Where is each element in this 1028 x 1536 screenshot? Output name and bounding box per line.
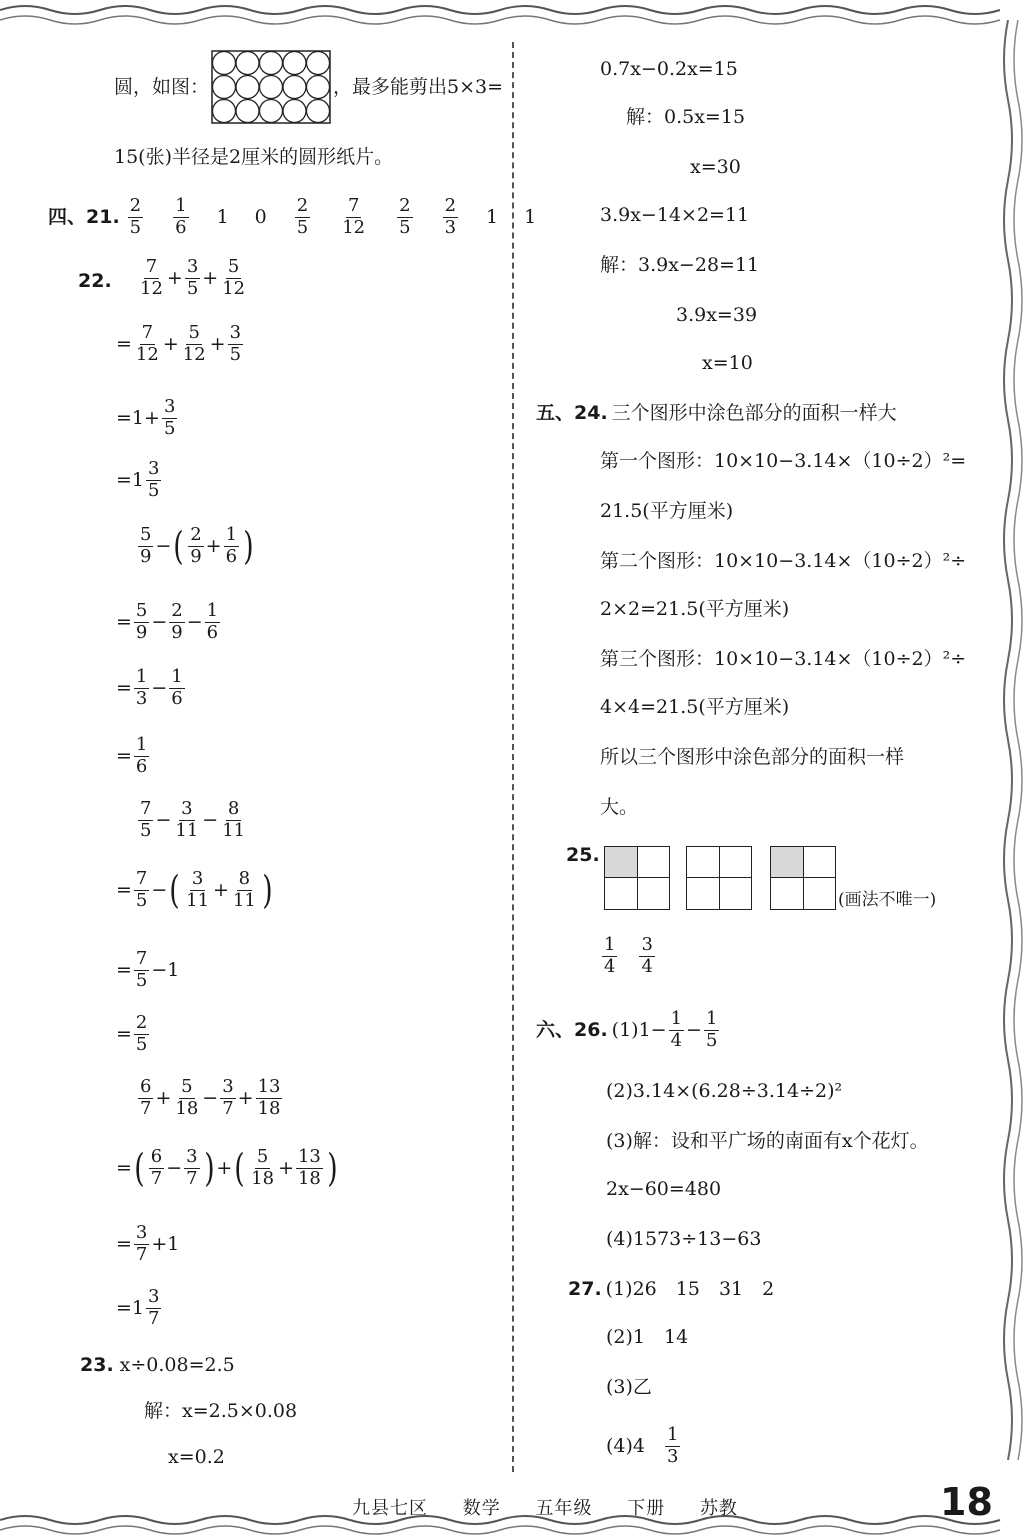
q27-label: 27. xyxy=(568,1278,602,1300)
q25-grid-3 xyxy=(770,846,836,910)
q26-p3b: 2x−60=480 xyxy=(606,1178,722,1200)
eq-line-3: x=30 xyxy=(690,156,741,178)
right-wave-border xyxy=(996,20,1026,1510)
q27-p3: (3)乙 xyxy=(606,1376,652,1398)
q21-row xyxy=(48,194,536,240)
q25-note: (画法不唯一) xyxy=(838,890,937,910)
q22-c-expr: 7 5 − 3 11 − 8 11 xyxy=(140,798,246,841)
q26-p1-prefix: (1)1− xyxy=(611,1018,667,1041)
q21-label: 四、21. xyxy=(48,205,120,228)
q20-line2: 15(张)半径是2厘米的圆形纸片。 xyxy=(114,146,394,168)
q27-p1 xyxy=(568,1280,774,1299)
q26-p1: 六、26. (1)1− $\frac{1}{4}$ − 1 5 xyxy=(536,1008,718,1051)
q23-eq: x÷0.08=2.5 xyxy=(119,1354,235,1376)
q21-ans-3: 1 xyxy=(216,205,229,228)
q22-d-result: =1 3 7 xyxy=(116,1286,160,1329)
q21-ans-8: 2 3 xyxy=(444,194,457,238)
q21-ans-9: 1 xyxy=(486,205,499,228)
eq-line-7: x=10 xyxy=(702,352,753,374)
page-number: 18 xyxy=(940,1480,993,1524)
column-divider xyxy=(512,42,514,1472)
q22-label: 22. xyxy=(78,270,112,292)
q22-a-step1: = 7 12 + 5 12 + 3 5 xyxy=(116,322,242,365)
q24-line-1: 第一个图形：10×10−3.14×（10÷2）²= xyxy=(600,450,967,472)
q22-d-step2: = 3 7 +1 xyxy=(116,1222,180,1265)
q25-grid-1 xyxy=(604,846,670,910)
q27-p2: (2)1 14 xyxy=(606,1326,689,1348)
q21-ans-4: 0 xyxy=(254,205,267,228)
footer-volume: 下册 xyxy=(627,1498,666,1519)
q20-suffix: ，最多能剪出5×3= xyxy=(333,75,504,98)
q20-line1 xyxy=(114,48,503,126)
eq-line-5: 解：3.9x−28=11 xyxy=(600,254,760,276)
q22-b-step2: = 1 3 − 1 6 xyxy=(116,666,183,709)
q26-p3: (3)解：设和平广场的南面有x个花灯。 xyxy=(606,1130,929,1152)
top-wave-border xyxy=(0,0,1028,30)
q21-ans-7: 2 5 xyxy=(399,194,411,238)
footer-edition: 苏教 xyxy=(699,1498,738,1519)
q25-fracs xyxy=(600,936,657,977)
q24-head-text: 三个图形中涂色部分的面积一样大 xyxy=(611,402,897,424)
q27-p4: (4)4 1 3 xyxy=(606,1424,679,1467)
q27-p1-text: (1)26 15 31 2 xyxy=(605,1278,775,1300)
q20-prefix: 圆，如图： xyxy=(114,75,210,98)
q27-p4-prefix: (4)4 xyxy=(606,1434,646,1457)
circles-in-rectangle-figure xyxy=(211,50,331,124)
q24-line-5: 第三个图形：10×10−3.14×（10÷2）²÷ xyxy=(600,648,967,670)
q22-c-result: = 2 5 xyxy=(116,1012,148,1055)
q24-label: 五、24. xyxy=(536,402,608,424)
q22-c-step2: = 7 5 −1 xyxy=(116,948,180,991)
eq-line-1: 0.7x−0.2x=15 xyxy=(600,58,738,80)
eq-line-2: 解：0.5x=15 xyxy=(626,106,746,128)
q21-ans-10: 1 xyxy=(524,205,537,228)
q26-p2: (2)3.14×(6.28÷3.14÷2)² xyxy=(606,1080,843,1102)
q23-step1: 解：x=2.5×0.08 xyxy=(144,1400,298,1422)
q25-label: 25. xyxy=(566,844,600,866)
q22-b-step1: = 5 9 − 2 9 − 1 6 xyxy=(116,600,219,643)
footer-region: 九县七区 xyxy=(352,1498,428,1519)
q24-line-7: 所以三个图形中涂色部分的面积一样 xyxy=(600,746,905,768)
footer xyxy=(352,1494,766,1520)
q21-ans-1: 2 5 xyxy=(129,194,142,238)
q21-ans-5: 2 5 xyxy=(296,194,309,238)
q24-line-2: 21.5(平方厘米) xyxy=(600,500,734,522)
q24-line-4: 2×2=21.5(平方厘米) xyxy=(600,598,790,620)
q25-frac-2: 3 4 xyxy=(641,934,653,977)
q22-a-expr: 7 12 + 3 5 + 5 12 xyxy=(140,256,246,299)
q24-line-6: 4×4=21.5(平方厘米) xyxy=(600,696,790,718)
q22-b-result: = 1 6 xyxy=(116,734,148,777)
q26-label: 六、26. xyxy=(536,1018,608,1041)
q23-line xyxy=(80,1356,235,1375)
footer-subject: 数学 xyxy=(462,1498,501,1519)
q22-b-expr: 5 9 − ( 2 9 + 1 6 ) xyxy=(140,524,254,569)
q21-ans-6: 7 12 xyxy=(342,194,366,238)
q22-d-expr: 6 7 + 5 18 − 3 7 + 13 18 xyxy=(140,1076,281,1119)
footer-grade: 五年级 xyxy=(535,1498,593,1519)
q26-p4: (4)1573÷13−63 xyxy=(606,1228,762,1250)
q24-line-3: 第二个图形：10×10−3.14×（10÷2）²÷ xyxy=(600,550,967,572)
q23-step2: x=0.2 xyxy=(168,1446,225,1468)
q21-ans-2: 1 6 xyxy=(175,194,187,238)
eq-line-6: 3.9x=39 xyxy=(676,304,758,326)
q25-frac-1: 1 4 xyxy=(604,934,616,977)
q22-a-step2: =1+ 3 5 xyxy=(116,396,176,439)
q22-d-step1: = ( 6 7 − 3 7 ) + ( 5 18 + 13 18 ) xyxy=(116,1146,338,1191)
q24-line-8: 大。 xyxy=(600,796,639,818)
q25-grid-2 xyxy=(686,846,752,910)
q22-c-step1: = 7 5 − ( 3 11 + 8 11 ) xyxy=(116,868,273,913)
eq-line-4: 3.9x−14×2=11 xyxy=(600,204,750,226)
q23-label: 23. xyxy=(80,1354,114,1376)
q22-a-result: =1 3 5 xyxy=(116,458,160,501)
q24-head xyxy=(536,404,897,423)
